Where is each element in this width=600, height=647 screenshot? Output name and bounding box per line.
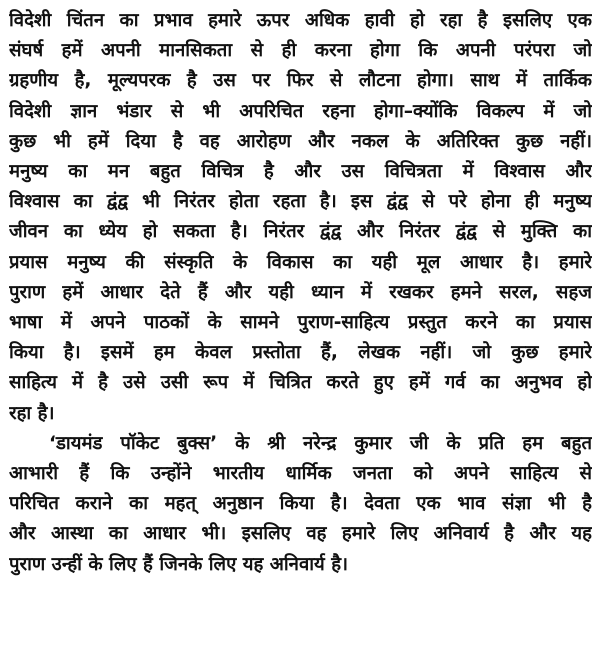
text-line: संघर्ष हमें अपनी मानसिकता से ही करना होगा कि अपनी परंपरा जो bbox=[9, 40, 592, 62]
text-line: रहा है। bbox=[9, 402, 55, 424]
text-line: परिचित कराने का महत् अनुष्ठान किया है। देवता एक भाव संज्ञा भी है bbox=[9, 493, 592, 515]
text-line: प्रयास मनुष्य की संस्कृति के विकास का यही मूल आधार है। हमारे bbox=[9, 251, 592, 273]
paragraph-1 bbox=[9, 6, 592, 429]
text-line: पुराण उन्हीं के लिए हैं जिनके लिए यह अनिवार्य है। bbox=[9, 553, 349, 575]
text-line: ग्रहणीय है, मूल्यपरक है उस पर फिर से लौटना होगा। साथ में तार्किक bbox=[9, 70, 592, 92]
text-line: भाषा में अपने पाठकों के सामने पुराण-साहित्य प्रस्तुत करने का प्रयास bbox=[9, 312, 592, 334]
text-line: और आस्था का आधार भी। इसलिए वह हमारे लिए अनिवार्य है और यह bbox=[9, 523, 592, 545]
text-line: विदेशी ज्ञान भंडार से भी अपरिचित रहना होगा–क्योंकि विकल्प में जो bbox=[9, 100, 592, 122]
text-line: विदेशी चिंतन का प्रभाव हमारे ऊपर अधिक हावी हो रहा है इसलिए एक bbox=[9, 10, 592, 31]
text-line: पुराण हमें आधार देते हैं और यही ध्यान में रखकर हमने सरल, सहज bbox=[9, 281, 592, 303]
text-line: आभारी हैं कि उन्होंने भारतीय धार्मिक जनता को अपने साहित्य से bbox=[9, 463, 592, 485]
paragraph-2 bbox=[9, 429, 592, 580]
text-line: विश्वास का द्वंद्व भी निरंतर होता रहता है। इस द्वंद्व से परे होना ही मनुष्य bbox=[9, 191, 592, 213]
text-line: मनुष्य का मन बहुत विचित्र है और उस विचित्रता में विश्वास और bbox=[9, 161, 592, 183]
text-line: साहित्य में है उसे उसी रूप में चित्रित करते हुए हमें गर्व का अनुभव हो bbox=[9, 372, 592, 394]
text-line: जीवन का ध्येय हो सकता है। निरंतर द्वंद्व और निरंतर द्वंद्व से मुक्ति का bbox=[9, 221, 592, 243]
text-line: कुछ भी हमें दिया है वह आरोहण और नकल के अतिरिक्त कुछ नहीं। bbox=[9, 130, 592, 152]
text-line: ‘डायमंड पॉकेट बुक्स’ के श्री नरेन्द्र कुमार जी के प्रति हम बहुत bbox=[49, 432, 592, 454]
text-line: किया है। इसमें हम केवल प्रस्तोता हैं, लेखक नहीं। जो कुछ हमारे bbox=[9, 342, 592, 364]
